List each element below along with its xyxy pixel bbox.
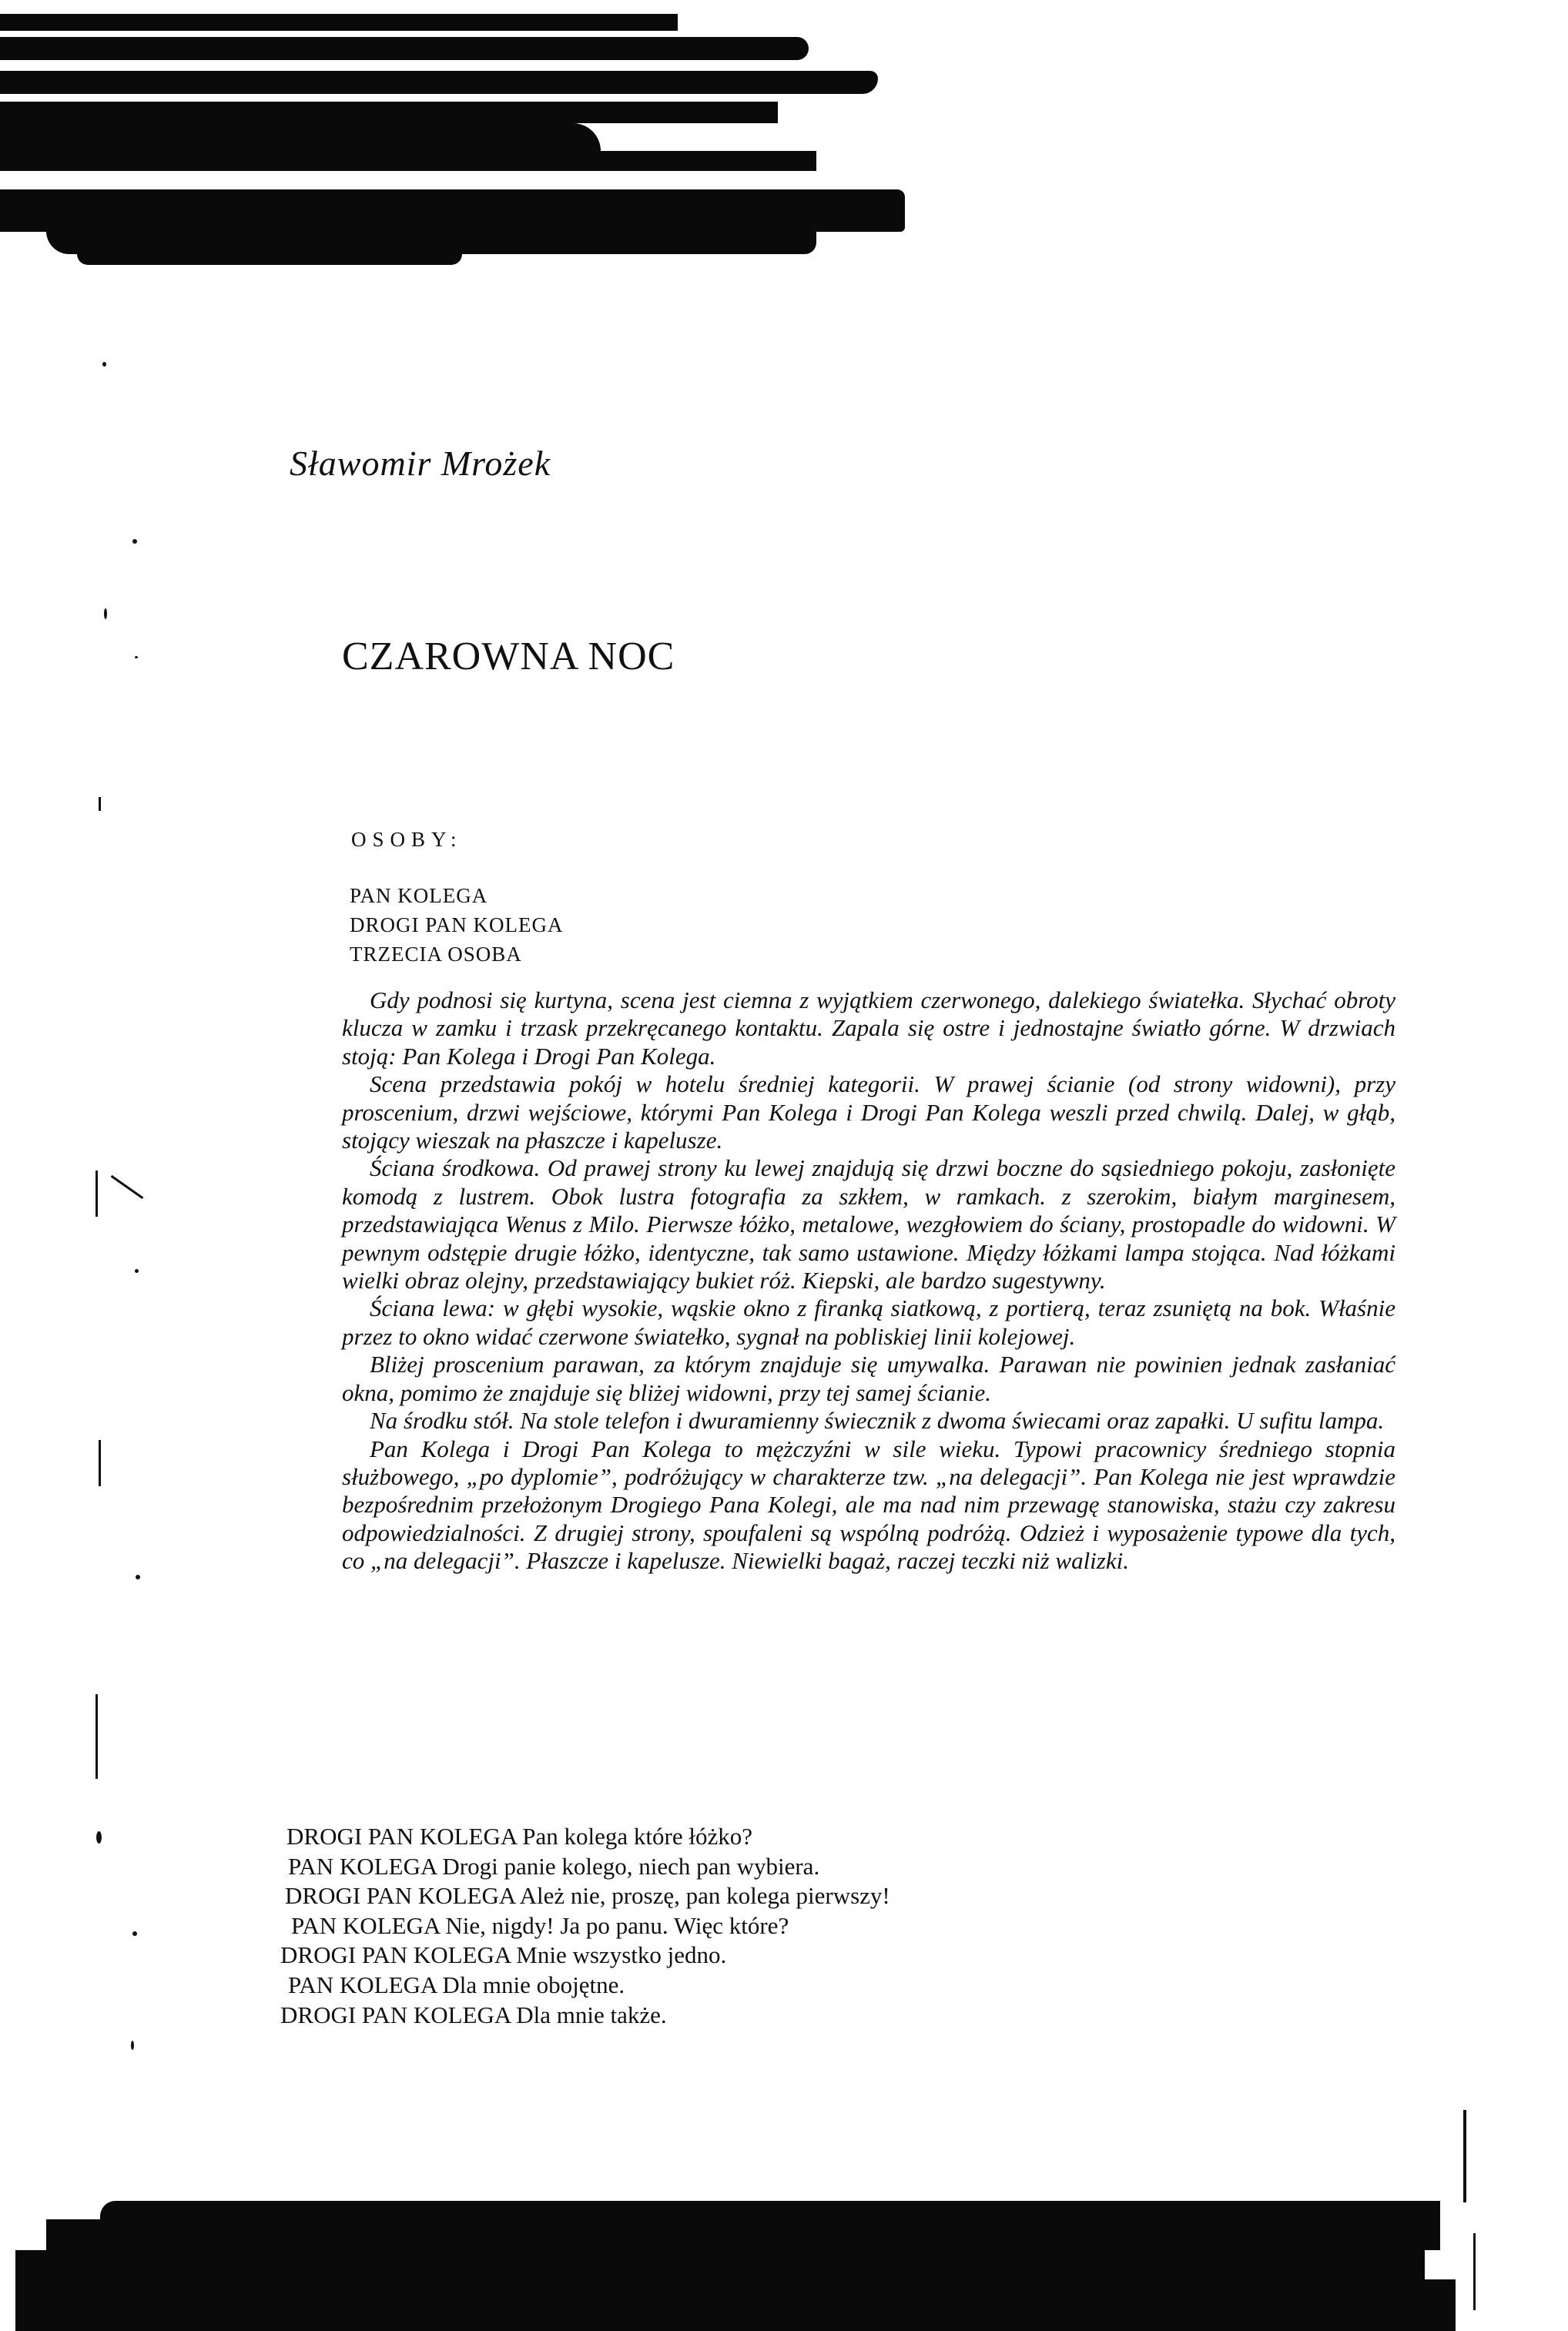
stage-direction-paragraph: Scena przedstawia pokój w hotelu średniej kategorii. W prawej ścianie (od strony widowni), przy proscenium, drzwi wejściowe, którymi Pan Kolega i Drogi Pan Kolega weszli przed chwilą. Dalej, w głąb, stojący wieszak na płaszcze i kapelusze. (342, 1070, 1395, 1154)
stage-direction-paragraph: Ściana środkowa. Od prawej strony ku lewej znajdują się drzwi boczne do sąsiedniego pokoju, zasłonięte komodą z lustrem. Obok lustra fotografia za szkłem, w ramkach. z szerokim, białym marginesem, przedstawiająca Wenus z Milo. Pierwsze łóżko, metalowe, wezgłowiem do ściany, prostopadle do widowni. W pewnym odstępie drugie łóżko, identyczne, tak samo ustawione. Między łóżkami lampa stojąca. Nad łóżkami wielki obraz olejny, przedstawiający bukiet róż. Kiepski, ale bardzo sugestywny. (342, 1154, 1395, 1294)
stage-direction-paragraph: Ściana lewa: w głębi wysokie, wąskie okno z firanką siatkową, z portierą, teraz zsuniętą na bok. Właśnie przez to okno widać czerwone światełko, sygnał na pobliskiej linii kolejowej. (342, 1294, 1395, 1350)
dialogue (280, 1822, 890, 2030)
cast-heading: OSOBY: (351, 828, 463, 851)
cast-list (350, 881, 564, 969)
cast-item: DROGI PAN KOLEGA (350, 913, 564, 936)
dialogue-line: DROGI PAN KOLEGA Pan kolega które łóżko? (286, 1823, 752, 1850)
dialogue-line: PAN KOLEGA Dla mnie obojętne. (288, 1971, 625, 1998)
stage-direction-paragraph: Na środku stół. Na stole telefon i dwuramienny świecznik z dwoma świecami oraz zapałki. U sufitu lampa. (370, 1407, 1385, 1435)
cast-item: PAN KOLEGA (350, 884, 488, 907)
dialogue-line: DROGI PAN KOLEGA Ależ nie, proszę, pan kolega pierwszy! (285, 1882, 890, 1910)
stage-direction-paragraph: Gdy podnosi się kurtyna, scena jest ciemna z wyjątkiem czerwonego, dalekiego światełka. Słychać obroty klucza w zamku i trzask przekręcanego kontaktu. Zapala się ostre i jednostajne światło górne. W drzwiach stoją: Pan Kolega i Drogi Pan Kolega. (342, 986, 1395, 1070)
dialogue-line: PAN KOLEGA Drogi panie kolego, niech pan wybiera. (288, 1852, 820, 1880)
stage-directions (342, 986, 1395, 1576)
cast-item: TRZECIA OSOBA (350, 943, 522, 966)
dialogue-line: DROGI PAN KOLEGA Mnie wszystko jedno. (280, 1941, 727, 1969)
dialogue-line: PAN KOLEGA Nie, nigdy! Ja po panu. Więc które? (291, 1911, 789, 1939)
stage-direction-paragraph: Bliżej proscenium parawan, za którym znajduje się umywalka. Parawan nie powinien jednak zasłaniać okna, pomimo że znajduje się bliżej widowni, przy tej samej ścianie. (342, 1351, 1395, 1406)
play-title: CZAROWNA NOC (342, 635, 675, 678)
stage-direction-paragraph: Pan Kolega i Drogi Pan Kolega to mężczyźni w sile wieku. Typowi pracownicy średniego stopnia służbowego, „po dyplomie”, podróżujący w charakterze tzw. „na delegacji”. Pan Kolega nie jest wprawdzie bezpośrednim przełożonym Drogiego Pana Kolegi, ale ma nad nim przewagę stanowiska, stażu czy zakresu odpowiedzialności. Z drugiej strony, spoufaleni są wspólną podróżą. Odzież i wyposażenie typowe dla tych, co „na delegacji”. Płaszcze i kapelusze. Niewielki bagaż, raczej teczki niż walizki. (342, 1435, 1395, 1575)
dialogue-line: DROGI PAN KOLEGA Dla mnie także. (280, 2001, 667, 2028)
author-name: Sławomir Mrożek (290, 444, 551, 483)
